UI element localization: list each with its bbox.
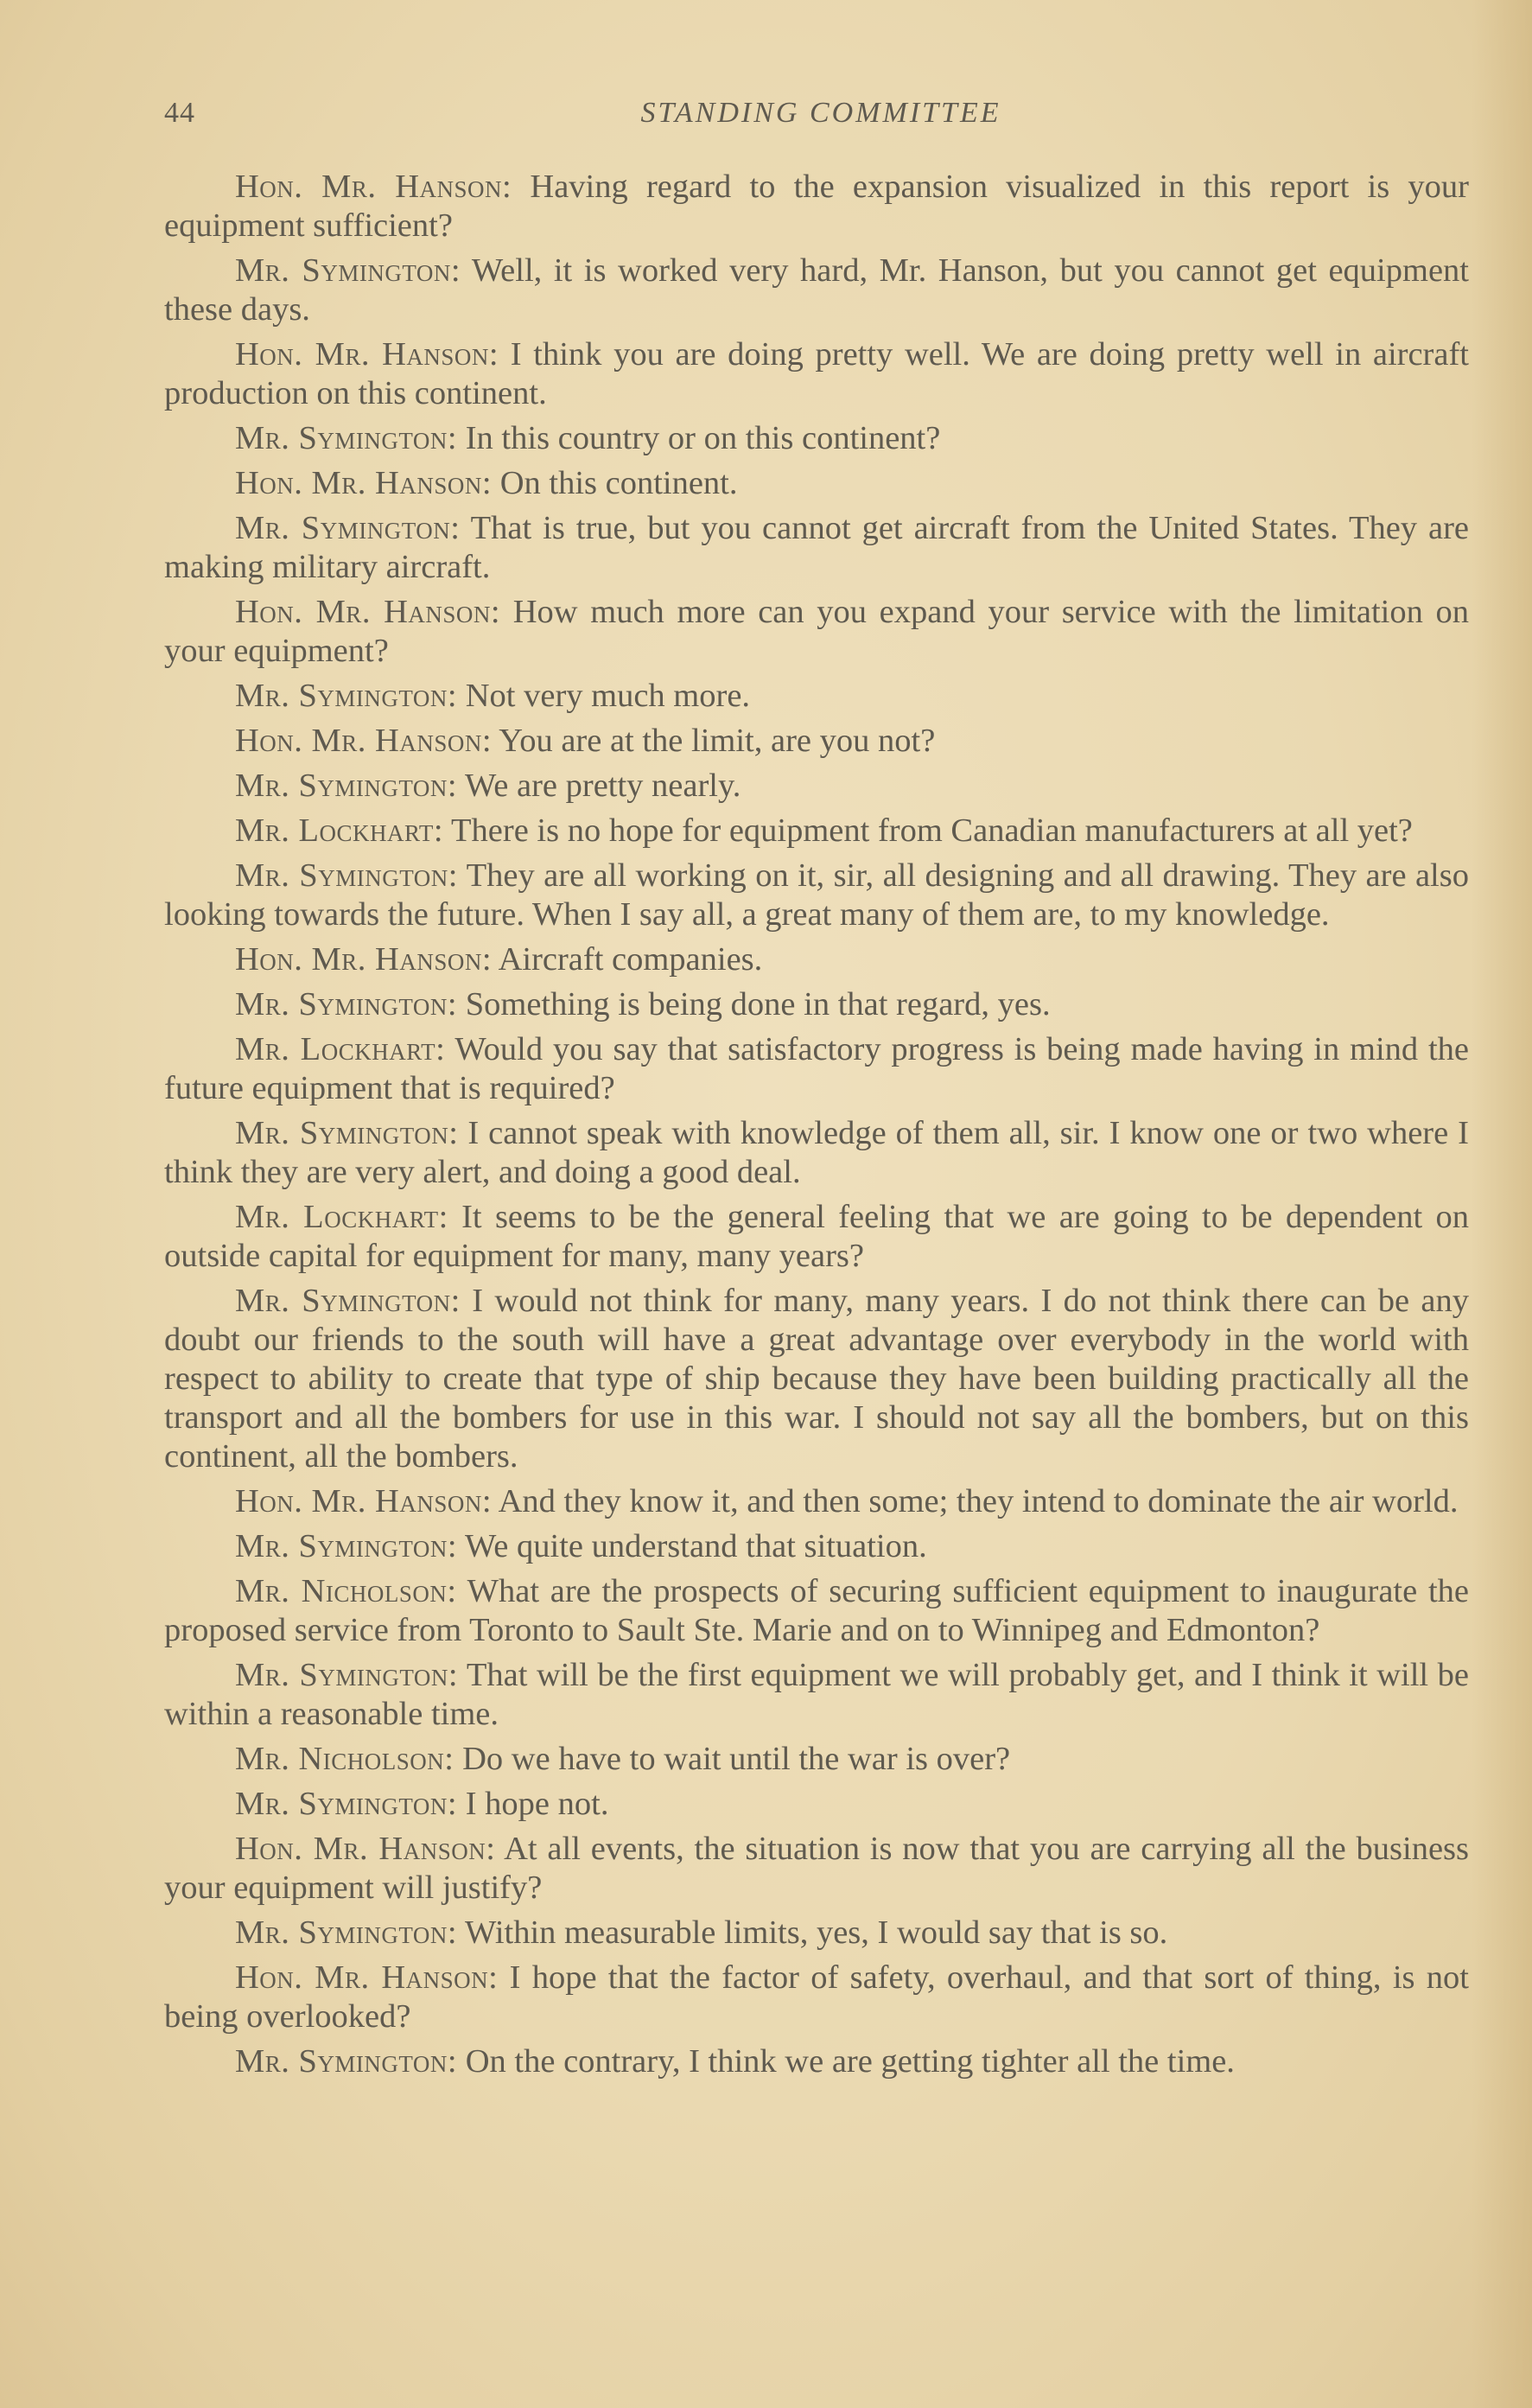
speech-text: Would you say that satisfactory progress is being made having in mind the future equipment that is required?	[164, 1031, 1469, 1106]
speech-text: I hope that the factor of safety, overhaul, and that sort of thing, is not being overlooked?	[164, 1959, 1469, 2035]
speaker-name: Mr. Symington:	[235, 420, 458, 456]
speech-text: I think you are doing pretty well. We are doing pretty well in aircraft production on this continent.	[164, 336, 1469, 411]
transcript-paragraph	[164, 1785, 1469, 1824]
speaker-name: Mr. Symington:	[235, 1786, 458, 1822]
transcript-paragraph	[164, 419, 1469, 458]
speaker-name: Mr. Lockhart:	[235, 1199, 448, 1235]
transcript-paragraph	[164, 940, 1469, 979]
transcript-paragraph	[164, 1572, 1469, 1650]
speaker-name: Hon. Mr. Hanson:	[235, 169, 512, 205]
speaker-name: Hon. Mr. Hanson:	[235, 336, 499, 373]
transcript-paragraph	[164, 1114, 1469, 1192]
speech-text: I would not think for many, many years. I do not think there can be any doubt our friends to the south will have a great advantage over everybody in the world with respect to ability to create that type of ship because they have been building practically all the transport and all the bombers for use in this war. I should not say all the bombers, but on this continent, all the bombers.	[164, 1283, 1469, 1475]
speech-text: And they know it, and then some; they intend to dominate the air world.	[492, 1483, 1459, 1519]
speech-text: That is true, but you cannot get aircraft from the United States. They are making military aircraft.	[164, 510, 1469, 585]
speech-text: Something is being done in that regard, yes.	[457, 986, 1051, 1022]
speech-text: We quite understand that situation.	[457, 1528, 927, 1564]
speaker-name: Mr. Lockhart:	[235, 1031, 446, 1067]
page-header	[164, 97, 1478, 140]
speech-text: That will be the first equipment we will probably get, and I think it will be within a reasonable time.	[164, 1657, 1469, 1732]
speaker-name: Mr. Symington:	[235, 768, 458, 804]
page-edge-shading	[1472, 0, 1532, 2408]
speech-text: They are all working on it, sir, all designing and all drawing. They are also looking towards the future. When I say all, a great many of them are, to my knowledge.	[164, 857, 1469, 933]
transcript-paragraph	[164, 1830, 1469, 1908]
speech-text: Aircraft companies.	[492, 941, 763, 978]
speech-text: I hope not.	[457, 1786, 609, 1822]
transcript-paragraph	[164, 812, 1469, 850]
transcript-paragraph	[164, 593, 1469, 671]
speaker-name: Hon. Mr. Hanson:	[235, 1959, 499, 1996]
speaker-name: Hon. Mr. Hanson:	[235, 1483, 493, 1519]
transcript-paragraph	[164, 722, 1469, 761]
transcript-paragraph	[164, 767, 1469, 806]
speech-text: How much more can you expand your service with the limitation on your equipment?	[164, 594, 1469, 669]
speaker-name: Mr. Symington:	[235, 510, 461, 546]
transcript-paragraph	[164, 1482, 1469, 1521]
speaker-name: Hon. Mr. Hanson:	[235, 723, 493, 759]
speaker-name: Mr. Lockhart:	[235, 812, 444, 849]
speech-text: Do we have to wait until the war is over?	[454, 1741, 1011, 1777]
speaker-name: Mr. Symington:	[235, 857, 458, 894]
speaker-name: Mr. Symington:	[235, 986, 458, 1022]
transcript-paragraph	[164, 985, 1469, 1024]
transcript-paragraph	[164, 168, 1469, 245]
speech-text: We are pretty nearly.	[457, 768, 741, 804]
transcript-paragraph	[164, 1527, 1469, 1566]
speaker-name: Hon. Mr. Hanson:	[235, 594, 501, 630]
transcript-paragraph	[164, 509, 1469, 587]
speech-text: In this country or on this continent?	[457, 420, 941, 456]
speaker-name: Mr. Symington:	[235, 252, 461, 289]
speech-text: On this continent.	[492, 465, 738, 501]
speaker-name: Mr. Symington:	[235, 1115, 459, 1151]
transcript-paragraph	[164, 1740, 1469, 1779]
transcript-body	[164, 168, 1469, 2087]
page-number: 44	[164, 97, 195, 129]
speech-text: Well, it is worked very hard, Mr. Hanson, but you cannot get equipment these days.	[164, 252, 1469, 328]
transcript-paragraph	[164, 1198, 1469, 1276]
speech-text: There is no hope for equipment from Canadian manufacturers at all yet?	[443, 812, 1413, 849]
transcript-paragraph	[164, 1914, 1469, 1953]
speech-text: Not very much more.	[457, 678, 751, 714]
transcript-paragraph	[164, 857, 1469, 934]
speaker-name: Hon. Mr. Hanson:	[235, 465, 493, 501]
speaker-name: Hon. Mr. Hanson:	[235, 1831, 496, 1867]
transcript-paragraph	[164, 464, 1469, 503]
speech-text: Having regard to the expansion visualized in this report is your equipment sufficient?	[164, 169, 1470, 244]
speaker-name: Mr. Symington:	[235, 678, 458, 714]
speaker-name: Mr. Nicholson:	[235, 1573, 457, 1609]
speech-text: It seems to be the general feeling that we are going to be dependent on outside capital for equipment for many, many years?	[164, 1199, 1469, 1274]
speaker-name: Mr. Symington:	[235, 1914, 458, 1951]
speech-text: You are at the limit, are you not?	[492, 723, 936, 759]
transcript-paragraph	[164, 1959, 1469, 2036]
speech-text: What are the prospects of securing sufficient equipment to inaugurate the proposed service from Toronto to Sault Ste. Marie and on to Winnipeg and Edmonton?	[164, 1573, 1469, 1648]
speech-text: At all events, the situation is now that you are carrying all the business your equipment will justify?	[164, 1831, 1470, 1906]
speech-text: I cannot speak with knowledge of them all, sir. I know one or two where I think they are very alert, and doing a good deal.	[164, 1115, 1469, 1190]
speaker-name: Mr. Symington:	[235, 1528, 458, 1564]
speaker-name: Mr. Symington:	[235, 2043, 458, 2080]
transcript-paragraph	[164, 1030, 1469, 1108]
transcript-paragraph	[164, 677, 1469, 716]
transcript-paragraph	[164, 1656, 1469, 1734]
transcript-paragraph	[164, 1282, 1469, 1476]
speaker-name: Mr. Symington:	[235, 1283, 461, 1319]
transcript-paragraph	[164, 252, 1469, 329]
speech-text: Within measurable limits, yes, I would say that is so.	[457, 1914, 1168, 1951]
transcript-paragraph	[164, 2042, 1469, 2081]
speaker-name: Mr. Nicholson:	[235, 1741, 455, 1777]
speaker-name: Mr. Symington:	[235, 1657, 459, 1693]
speech-text: On the contrary, I think we are getting tighter all the time.	[457, 2043, 1235, 2080]
transcript-paragraph	[164, 335, 1469, 413]
running-title: STANDING COMMITTEE	[640, 97, 1001, 129]
speaker-name: Hon. Mr. Hanson:	[235, 941, 493, 978]
